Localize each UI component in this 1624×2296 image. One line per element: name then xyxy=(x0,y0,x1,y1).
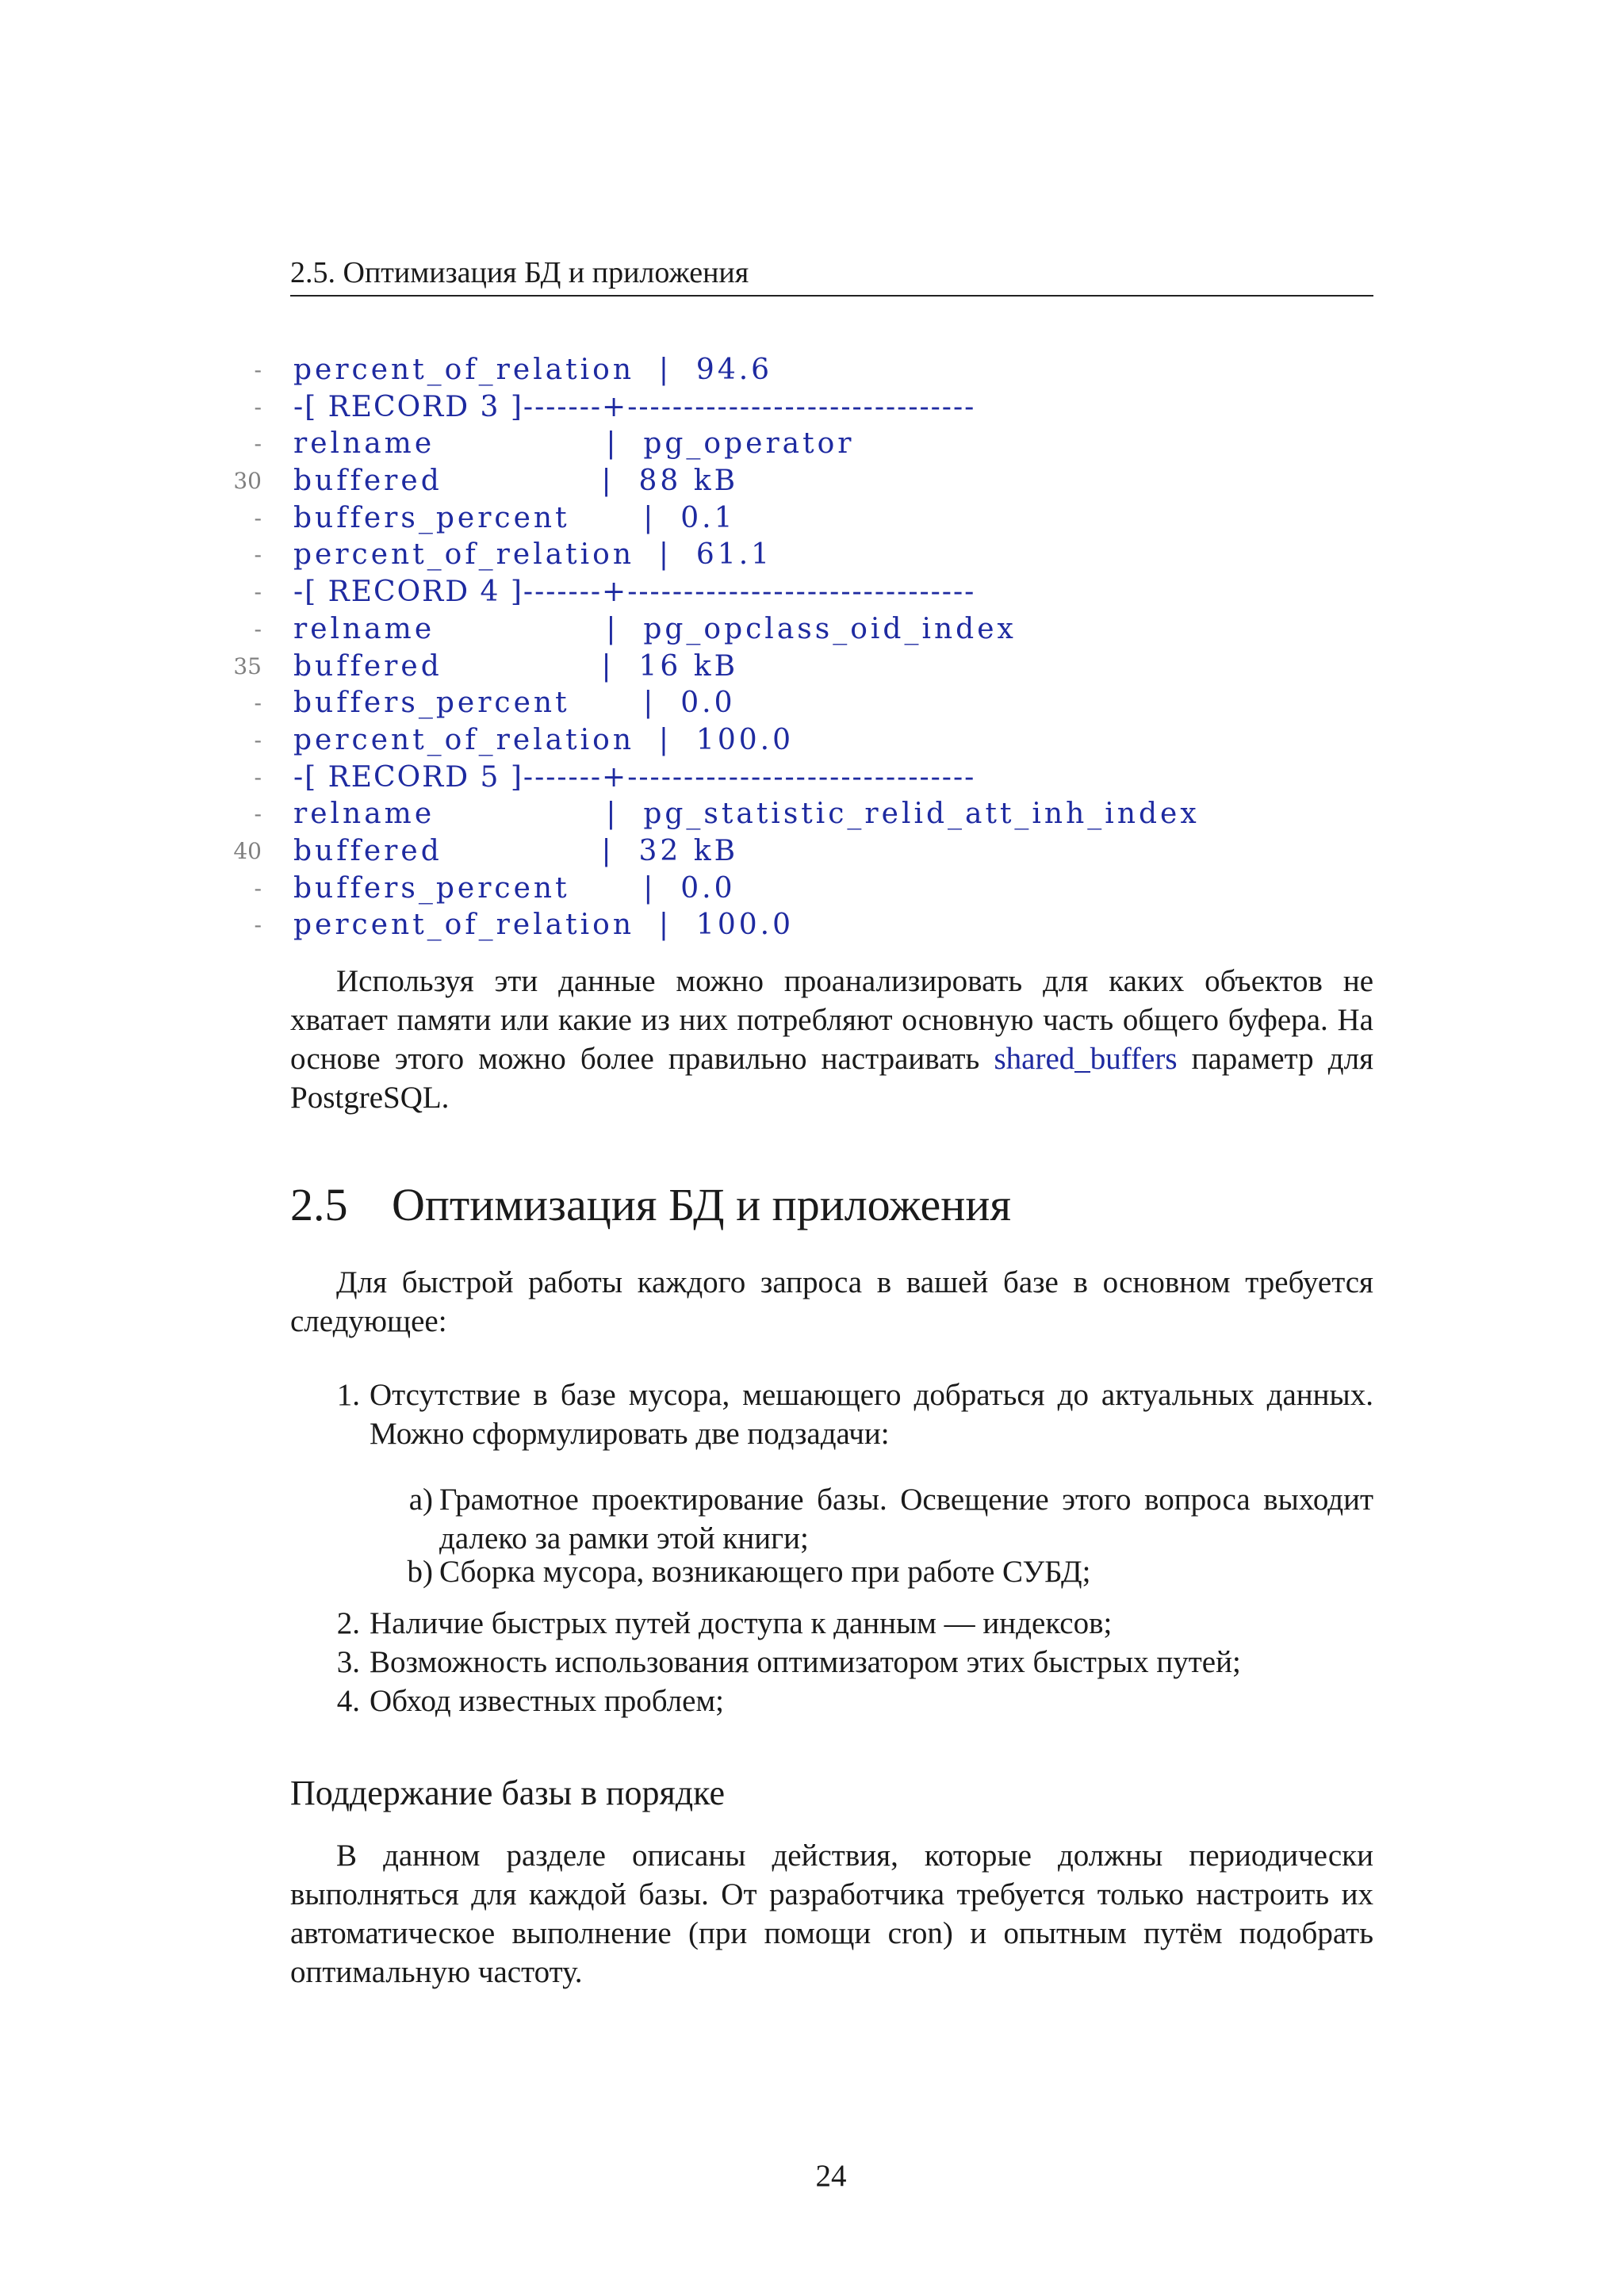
line-number: 30 xyxy=(233,468,262,495)
code-line xyxy=(0,871,1427,908)
code-text: percent_of_relation | 100.0 xyxy=(293,909,794,942)
code-text: percent_of_relation | 100.0 xyxy=(293,723,794,756)
code-text: percent_of_relation | 61.1 xyxy=(293,538,773,572)
page-number: 24 xyxy=(815,2159,847,2193)
code-line xyxy=(0,649,1427,686)
code-text: -[ RECORD 5 ]-------+------------------------------- xyxy=(293,760,976,794)
code-line xyxy=(0,907,1427,944)
line-number: - xyxy=(254,726,262,753)
list-text: Обход известных проблем; xyxy=(370,1684,724,1718)
line-number: - xyxy=(254,874,262,901)
line-number: - xyxy=(254,801,262,828)
line-number: - xyxy=(254,504,262,531)
section-title xyxy=(290,1177,1011,1233)
list-marker: b) xyxy=(407,1555,433,1589)
running-header: 2.5. Оптимизация БД и приложения xyxy=(290,254,1373,297)
list-marker: 3. xyxy=(336,1645,360,1679)
line-number: - xyxy=(254,357,262,383)
code-line xyxy=(0,833,1427,871)
code-line xyxy=(0,426,1427,463)
list-text: Возможность использования оптимизатором этих быстрых путей; xyxy=(370,1645,1241,1679)
code-line xyxy=(0,760,1427,797)
code-line xyxy=(0,500,1427,538)
list-item xyxy=(336,1682,1373,1720)
code-text: relname | pg_operator xyxy=(293,427,855,461)
list-text: Грамотное проектирование базы. Освещение этого вопроса выходит далеко за рамки этой книги; xyxy=(439,1483,1373,1556)
code-line xyxy=(0,685,1427,722)
code-text: buffered | 88 kB xyxy=(293,465,739,498)
line-number: 40 xyxy=(233,837,262,864)
code-text: buffers_percent | 0.0 xyxy=(293,687,736,720)
code-line xyxy=(0,796,1427,833)
list-item xyxy=(408,1480,1373,1558)
shared-buffers-link[interactable]: shared_buffers xyxy=(994,1042,1178,1076)
section-number: 2.5 xyxy=(290,1179,348,1230)
paragraph-maintenance: В данном разделе описаны действия, которые должны периодически выполняться для каждой базы. От разработчика требуется только настроить их автоматическое выполнение (при помощи cron) и опытным путём подобрать оптимальную частоту. xyxy=(290,1839,1373,1989)
line-number: - xyxy=(254,579,262,606)
list-item xyxy=(407,1552,1373,1591)
line-number: - xyxy=(254,393,262,420)
code-text: buffered | 16 kB xyxy=(293,649,739,683)
list-marker: 2. xyxy=(336,1606,360,1640)
line-number: 35 xyxy=(233,652,262,679)
code-line xyxy=(0,389,1427,427)
list-item xyxy=(336,1604,1373,1643)
line-number: - xyxy=(254,690,262,717)
code-text: buffered | 32 kB xyxy=(293,834,739,867)
code-line xyxy=(0,352,1427,389)
code-text: -[ RECORD 4 ]-------+------------------------------- xyxy=(293,576,976,609)
list-text: Наличие быстрых путей доступа к данным — индексов; xyxy=(370,1606,1113,1640)
line-number: - xyxy=(254,541,262,568)
code-line xyxy=(0,611,1427,649)
list-item xyxy=(336,1643,1373,1682)
line-number: - xyxy=(254,763,262,790)
line-number: - xyxy=(254,430,262,457)
list-marker: 1. xyxy=(336,1378,360,1412)
paragraph-text: параметр для PostgreSQL. xyxy=(290,1042,1374,1115)
list-item xyxy=(336,1376,1373,1453)
list-marker: a) xyxy=(408,1483,433,1517)
code-listing xyxy=(0,352,1427,944)
code-line xyxy=(0,574,1427,611)
code-line xyxy=(0,722,1427,760)
paragraph-text: Используя эти данные можно проанализировать для каких объектов не хватает памяти или какие из них потребляют основную часть общего буфера. На основе этого можно более правильно настраивать xyxy=(290,964,1373,1076)
section-heading: Оптимизация БД и приложения xyxy=(392,1179,1012,1230)
paragraph-buffers xyxy=(290,962,1373,1117)
list-text: Отсутствие в базе мусора, мешающего добраться до актуальных данных. Можно сформулировать две подзадачи: xyxy=(370,1378,1373,1451)
line-number: - xyxy=(254,615,262,642)
code-line xyxy=(0,463,1427,500)
code-text: -[ RECORD 3 ]-------+------------------------------- xyxy=(293,390,976,423)
code-text: relname | pg_opclass_oid_index xyxy=(293,612,1017,645)
list-text: Сборка мусора, возникающего при работе СУБД; xyxy=(439,1555,1091,1589)
paragraph-intro: Для быстрой работы каждого запроса в вашей базе в основном требуется следующее: xyxy=(290,1265,1373,1338)
code-text: buffers_percent | 0.1 xyxy=(293,501,736,534)
code-line xyxy=(0,537,1427,574)
list-marker: 4. xyxy=(336,1684,360,1718)
line-number: - xyxy=(254,912,262,939)
subsection-title: Поддержание базы в порядке xyxy=(290,1774,725,1812)
code-text: buffers_percent | 0.0 xyxy=(293,871,736,905)
code-text: percent_of_relation | 94.6 xyxy=(293,354,773,386)
code-text: relname | pg_statistic_relid_att_inh_index xyxy=(293,798,1200,831)
